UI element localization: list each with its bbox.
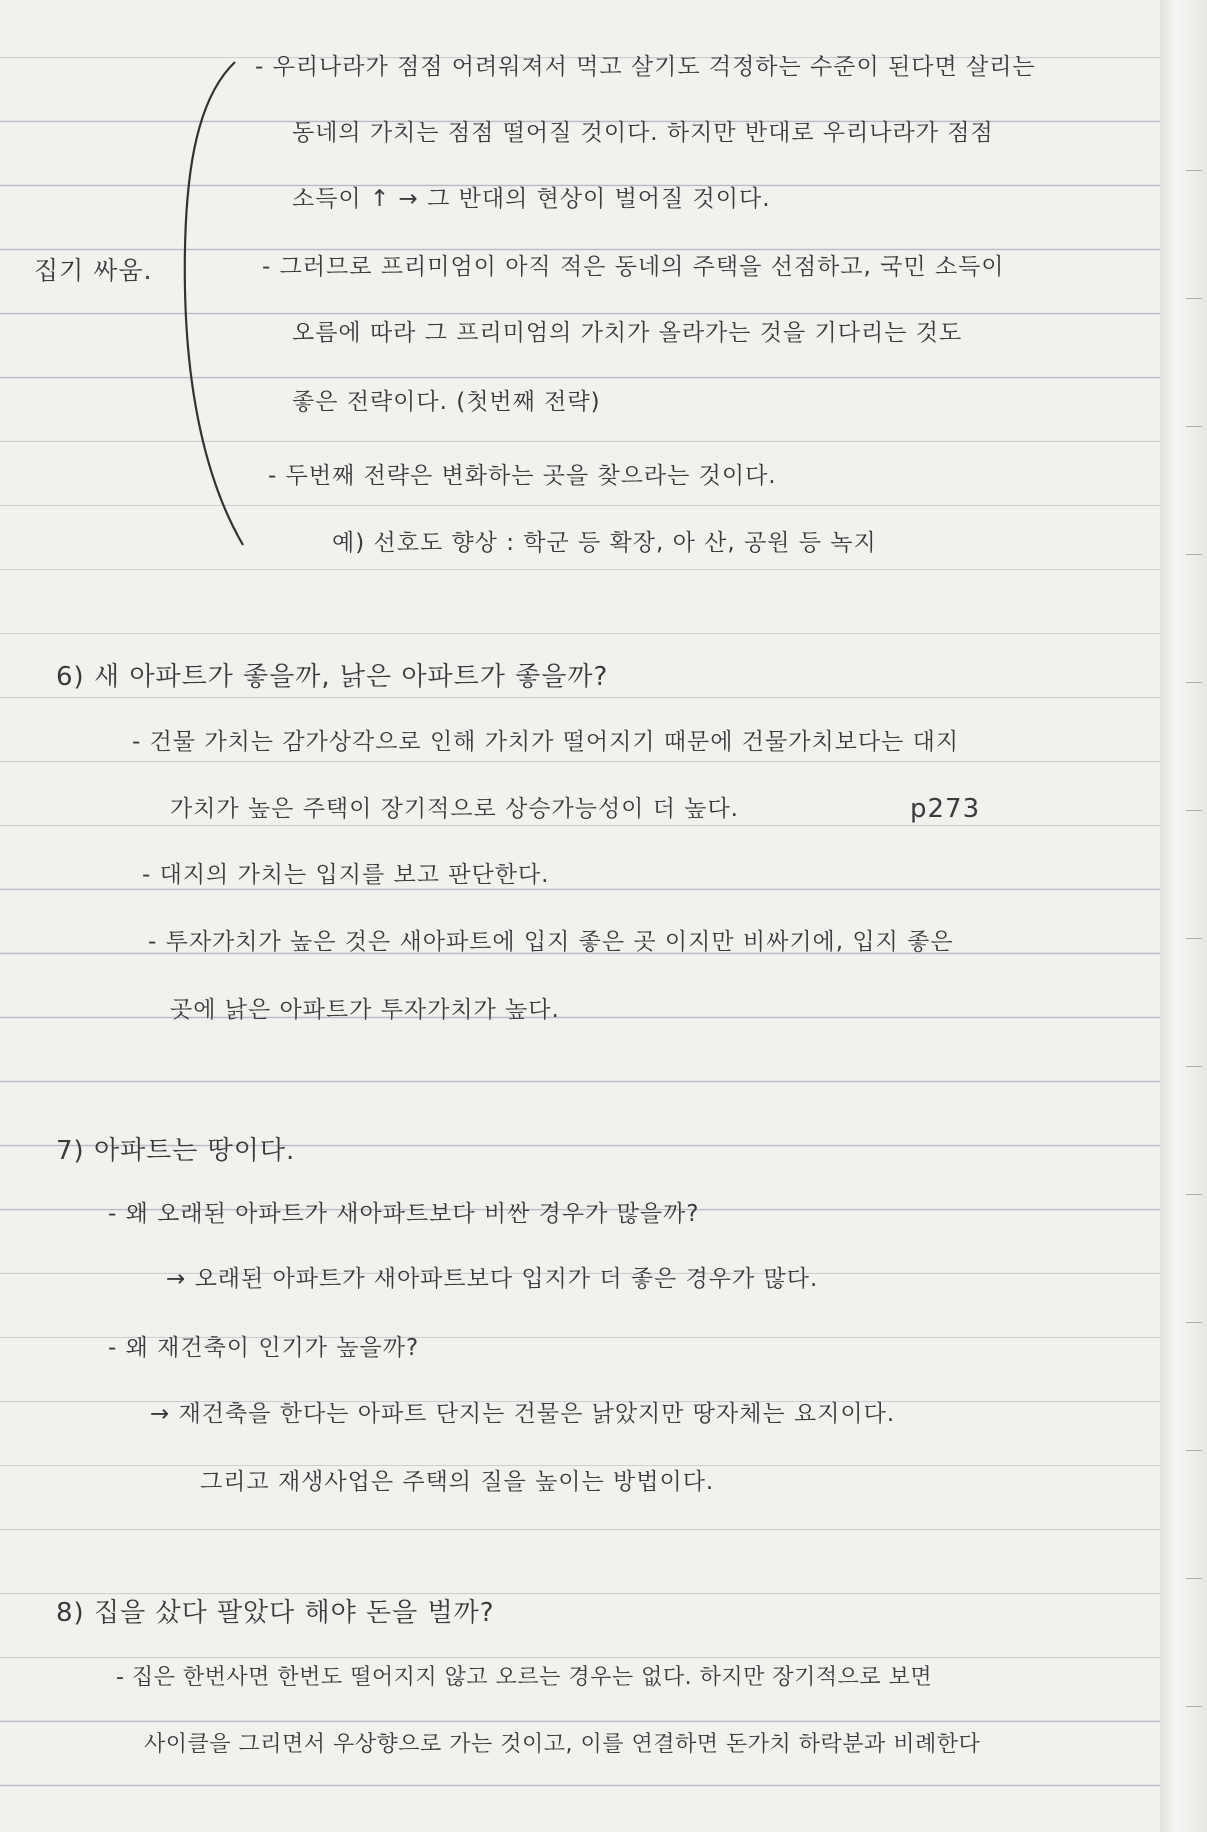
edge-tick bbox=[1186, 298, 1202, 299]
edge-tick bbox=[1186, 1322, 1202, 1323]
edge-tick bbox=[1186, 426, 1202, 427]
edge-tick bbox=[1186, 1450, 1202, 1451]
note-line: 소득이 ↑ → 그 반대의 현상이 벌어질 것이다. bbox=[292, 186, 771, 212]
note-line: 가치가 높은 주택이 장기적으로 상승가능성이 더 높다. bbox=[170, 796, 739, 822]
note-line: - 왜 오래된 아파트가 새아파트보다 비싼 경우가 많을까? bbox=[108, 1201, 700, 1227]
edge-tick bbox=[1186, 1066, 1202, 1067]
note-line: - 왜 재건축이 인기가 높을까? bbox=[108, 1335, 420, 1361]
section-heading: 7) 아파트는 땅이다. bbox=[56, 1136, 296, 1166]
note-line: 곳에 낡은 아파트가 투자가치가 높다. bbox=[170, 997, 560, 1023]
section-heading: 8) 집을 샀다 팔았다 해야 돈을 벌까? bbox=[56, 1598, 495, 1628]
note-line: → 오래된 아파트가 새아파트보다 입지가 더 좋은 경우가 많다. bbox=[166, 1266, 819, 1292]
note-line: → 재건축을 한다는 아파트 단지는 건물은 낡았지만 땅자체는 요지이다. bbox=[150, 1401, 896, 1427]
edge-tick bbox=[1186, 938, 1202, 939]
note-line: 그리고 재생사업은 주택의 질을 높이는 방법이다. bbox=[200, 1469, 715, 1495]
edge-tick bbox=[1186, 682, 1202, 683]
note-line: - 그러므로 프리미엄이 아직 적은 동네의 주택을 선점하고, 국민 소득이 bbox=[262, 254, 1005, 280]
edge-tick bbox=[1186, 810, 1202, 811]
margin-label: 집기 싸움. bbox=[34, 256, 153, 285]
edge-tick bbox=[1186, 1194, 1202, 1195]
section-heading: 6) 새 아파트가 좋을까, 낡은 아파트가 좋을까? bbox=[56, 662, 609, 692]
note-line: - 건물 가치는 감가상각으로 인해 가치가 떨어지기 때문에 건물가치보다는 대지 bbox=[132, 729, 960, 755]
note-line: 예) 선호도 향상 : 학군 등 확장, 아 산, 공원 등 녹지 bbox=[332, 530, 877, 556]
note-line: - 대지의 가치는 입지를 보고 판단한다. bbox=[142, 862, 550, 888]
note-line: - 두번째 전략은 변화하는 곳을 찾으라는 것이다. bbox=[268, 463, 777, 489]
note-line: - 집은 한번사면 한번도 떨어지지 않고 오르는 경우는 없다. 하지만 장기적으로 보면 bbox=[116, 1665, 933, 1690]
note-line: 사이클을 그리면서 우상향으로 가는 것이고, 이를 연결하면 돈가치 하락분과 비례한다 bbox=[144, 1732, 981, 1757]
curly-bracket bbox=[175, 60, 255, 550]
page-reference: p273 bbox=[910, 794, 981, 824]
page-edge bbox=[1160, 0, 1207, 1832]
edge-tick bbox=[1186, 170, 1202, 171]
note-line: 좋은 전략이다. (첫번째 전략) bbox=[292, 389, 601, 415]
edge-tick bbox=[1186, 554, 1202, 555]
note-line: 오름에 따라 그 프리미엄의 가치가 올라가는 것을 기다리는 것도 bbox=[292, 320, 963, 346]
edge-tick bbox=[1186, 1578, 1202, 1579]
note-line: 동네의 가치는 점점 떨어질 것이다. 하지만 반대로 우리나라가 점점 bbox=[292, 120, 994, 146]
note-line: - 우리나라가 점점 어려워져서 먹고 살기도 걱정하는 수준이 된다면 살리는 bbox=[255, 54, 1036, 80]
edge-tick bbox=[1186, 1706, 1202, 1707]
note-line: - 투자가치가 높은 것은 새아파트에 입지 좋은 곳 이지만 비싸기에, 입지 좋은 bbox=[148, 929, 954, 955]
